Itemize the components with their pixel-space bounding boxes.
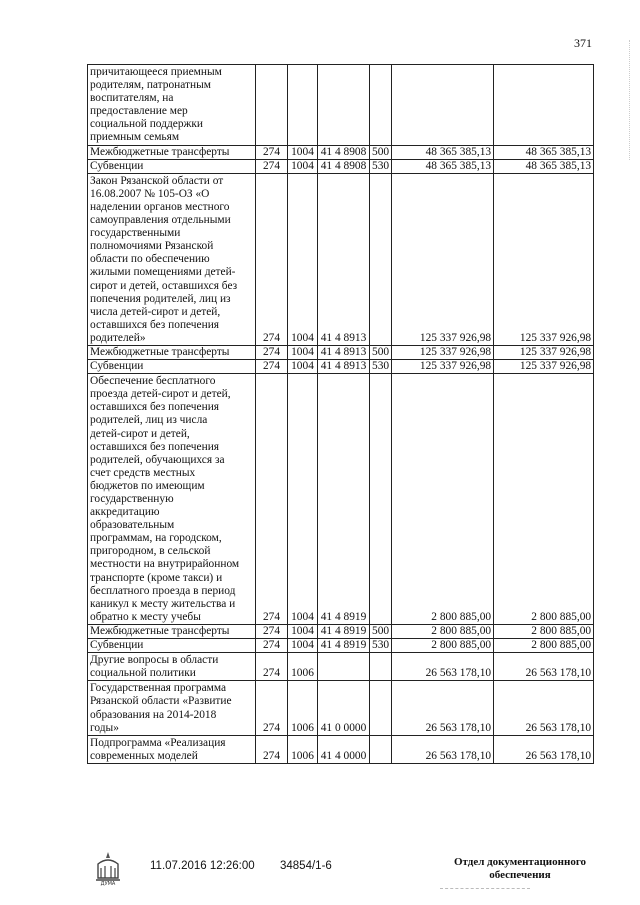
- description-line: Субвенции: [90, 360, 144, 373]
- target-article-code: 41 4 8908: [318, 145, 370, 159]
- description-line: попечения родителей, лиц из: [90, 292, 231, 305]
- target-article-code: 41 4 8919: [318, 374, 370, 625]
- description-line: родителям, патронатным: [90, 79, 211, 92]
- scan-artifact: [440, 888, 530, 892]
- row-description: [88, 360, 256, 374]
- table-row: [88, 624, 594, 638]
- ministry-code: 274: [256, 653, 288, 681]
- description-line: родителей»: [90, 331, 146, 344]
- description-line: Закон Рязанской области от: [90, 174, 224, 187]
- expense-type-code: 500: [370, 345, 392, 359]
- ministry-code: 274: [256, 374, 288, 625]
- amount-first: 2 800 885,00: [392, 639, 494, 653]
- section-code: 1006: [288, 653, 318, 681]
- amount-first: 125 337 926,98: [392, 173, 494, 345]
- section-code: [288, 65, 318, 146]
- target-article-code: 41 4 0000: [318, 735, 370, 763]
- description-line: жилыми помещениями детей-: [90, 266, 236, 279]
- description-line: пригородном, в сельской: [90, 545, 211, 558]
- row-description: [88, 173, 256, 345]
- amount-second: 125 337 926,98: [494, 345, 594, 359]
- section-code: 1004: [288, 345, 318, 359]
- expense-type-code: 530: [370, 360, 392, 374]
- description-line: Подпрограмма «Реализация: [90, 736, 226, 749]
- amount-second: 48 365 385,13: [494, 145, 594, 159]
- description-line: родителей, лиц из числа: [90, 414, 208, 427]
- target-article-code: 41 4 8908: [318, 159, 370, 173]
- row-description: [88, 145, 256, 159]
- table-row: [88, 173, 594, 345]
- section-code: 1006: [288, 681, 318, 735]
- expense-type-code: [370, 173, 392, 345]
- description-line: бесплатного проезда в период: [90, 584, 236, 597]
- description-line: наделении органов местного: [90, 200, 230, 213]
- description-line: Межбюджетные трансферты: [90, 345, 230, 358]
- description-line: Обеспечение бесплатного: [90, 375, 216, 388]
- section-code: 1004: [288, 624, 318, 638]
- amount-first: 26 563 178,10: [392, 681, 494, 735]
- description-line: причитающееся приемным: [90, 66, 222, 78]
- description-line: обратно к месту учебы: [90, 610, 201, 623]
- table-row: [88, 65, 594, 146]
- description-line: социальной политики: [90, 667, 196, 680]
- description-line: образования на 2014-2018: [90, 708, 217, 721]
- ministry-code: 274: [256, 345, 288, 359]
- description-line: Субвенции: [90, 639, 144, 652]
- target-article-code: [318, 653, 370, 681]
- svg-text:ДУМА: ДУМА: [100, 881, 116, 886]
- ministry-code: 274: [256, 159, 288, 173]
- amount-second: 26 563 178,10: [494, 653, 594, 681]
- expense-type-code: 500: [370, 145, 392, 159]
- row-description: [88, 681, 256, 735]
- amount-first: 48 365 385,13: [392, 145, 494, 159]
- description-line: числа детей-сирот и детей,: [90, 305, 221, 318]
- footer-datetime: 11.07.2016 12:26:00: [150, 860, 255, 872]
- amount-second: 125 337 926,98: [494, 360, 594, 374]
- footer-doc-number: 34854/1-6: [280, 860, 332, 872]
- target-article-code: 41 4 8919: [318, 639, 370, 653]
- amount-first: 48 365 385,13: [392, 159, 494, 173]
- row-description: [88, 653, 256, 681]
- footer-dept-line2: обеспечения: [489, 869, 551, 881]
- section-code: 1004: [288, 360, 318, 374]
- description-line: Рязанской области «Развитие: [90, 695, 232, 708]
- description-line: государственными: [90, 227, 181, 240]
- description-line: государственную: [90, 493, 174, 505]
- target-article-code: 41 4 8913: [318, 173, 370, 345]
- description-line: Другие вопросы в области: [90, 654, 219, 667]
- description-line: области по обеспечению: [90, 253, 210, 266]
- expense-type-code: [370, 681, 392, 735]
- description-line: Межбюджетные трансферты: [90, 624, 230, 637]
- description-line: предоставление мер: [90, 105, 188, 118]
- footer-department: [440, 856, 600, 882]
- row-description: [88, 374, 256, 625]
- description-line: 16.08.2007 № 105-ОЗ «О: [90, 187, 210, 200]
- table-row: [88, 360, 594, 374]
- section-code: 1006: [288, 735, 318, 763]
- description-line: образовательным: [90, 519, 175, 532]
- table-row: [88, 145, 594, 159]
- section-code: 1004: [288, 639, 318, 653]
- expense-type-code: [370, 374, 392, 625]
- amount-second: 125 337 926,98: [494, 173, 594, 345]
- table-row: [88, 735, 594, 763]
- table-row: [88, 681, 594, 735]
- ministry-code: 274: [256, 681, 288, 735]
- page-number: 371: [574, 36, 592, 50]
- expense-type-code: [370, 65, 392, 146]
- description-line: каникул к месту жительства и: [90, 597, 236, 610]
- ministry-code: 274: [256, 639, 288, 653]
- ministry-code: 274: [256, 360, 288, 374]
- amount-second: 26 563 178,10: [494, 735, 594, 763]
- description-line: Межбюджетные трансферты: [90, 145, 230, 158]
- description-line: детей-сирот и детей,: [90, 427, 190, 440]
- description-line: воспитателям, на: [90, 92, 174, 105]
- expense-type-code: 530: [370, 159, 392, 173]
- footer-dept-line1: Отдел документационного: [453, 856, 587, 868]
- description-line: программам, на городском,: [90, 532, 222, 545]
- expense-type-code: [370, 653, 392, 681]
- scan-edge-mark: [629, 40, 632, 160]
- description-line: аккредитацию: [90, 506, 160, 519]
- row-description: [88, 735, 256, 763]
- description-line: оставшихся без попечения: [90, 440, 220, 453]
- description-line: социальной поддержки: [90, 118, 204, 131]
- target-article-code: 41 4 8913: [318, 345, 370, 359]
- ministry-code: [256, 65, 288, 146]
- description-line: местности на внутрирайонном: [90, 558, 240, 571]
- row-description: [88, 159, 256, 173]
- description-line: Субвенции: [90, 159, 144, 172]
- amount-second: 26 563 178,10: [494, 681, 594, 735]
- description-line: сирот и детей, оставшихся без: [90, 279, 238, 292]
- description-line: полномочиями Рязанской: [90, 240, 214, 253]
- target-article-code: [318, 65, 370, 146]
- ministry-code: 274: [256, 624, 288, 638]
- budget-table-body: [88, 65, 594, 764]
- amount-first: 2 800 885,00: [392, 624, 494, 638]
- amount-second: 48 365 385,13: [494, 159, 594, 173]
- description-line: Государственная программа: [90, 682, 227, 695]
- description-line: годы»: [90, 721, 119, 734]
- ministry-code: 274: [256, 173, 288, 345]
- row-description: [88, 624, 256, 638]
- ministry-code: 274: [256, 145, 288, 159]
- description-line: оставшихся без попечения: [90, 401, 220, 414]
- ministry-code: 274: [256, 735, 288, 763]
- row-description: [88, 639, 256, 653]
- target-article-code: 41 4 8913: [318, 360, 370, 374]
- target-article-code: 41 4 8919: [318, 624, 370, 638]
- description-line: приемным семьям: [90, 131, 180, 144]
- amount-first: 125 337 926,98: [392, 345, 494, 359]
- description-line: родителей, обучающихся за: [90, 453, 225, 466]
- description-line: счет средств местных: [90, 466, 196, 479]
- table-row: [88, 159, 594, 173]
- amount-first: 26 563 178,10: [392, 735, 494, 763]
- amount-first: 26 563 178,10: [392, 653, 494, 681]
- amount-second: 2 800 885,00: [494, 374, 594, 625]
- amount-first: 125 337 926,98: [392, 360, 494, 374]
- description-line: самоуправления отдельными: [90, 214, 231, 227]
- section-code: 1004: [288, 173, 318, 345]
- amount-first: 2 800 885,00: [392, 374, 494, 625]
- section-code: 1004: [288, 159, 318, 173]
- target-article-code: 41 0 0000: [318, 681, 370, 735]
- description-line: проезда детей-сирот и детей,: [90, 388, 231, 401]
- expense-type-code: 500: [370, 624, 392, 638]
- amount-first: [392, 65, 494, 146]
- amount-second: 2 800 885,00: [494, 639, 594, 653]
- expense-type-code: 530: [370, 639, 392, 653]
- section-code: 1004: [288, 374, 318, 625]
- table-row: [88, 653, 594, 681]
- description-line: оставшихся без попечения: [90, 318, 220, 331]
- table-row: [88, 374, 594, 625]
- budget-table: [87, 64, 594, 764]
- row-description: [88, 345, 256, 359]
- expense-type-code: [370, 735, 392, 763]
- duma-emblem-icon: [92, 850, 124, 886]
- description-line: современных моделей: [90, 749, 198, 762]
- amount-second: 2 800 885,00: [494, 624, 594, 638]
- table-row: [88, 639, 594, 653]
- row-description: [88, 65, 256, 146]
- amount-second: [494, 65, 594, 146]
- table-row: [88, 345, 594, 359]
- description-line: транспорте (кроме такси) и: [90, 571, 223, 584]
- description-line: бюджетов по имеющим: [90, 479, 205, 492]
- section-code: 1004: [288, 145, 318, 159]
